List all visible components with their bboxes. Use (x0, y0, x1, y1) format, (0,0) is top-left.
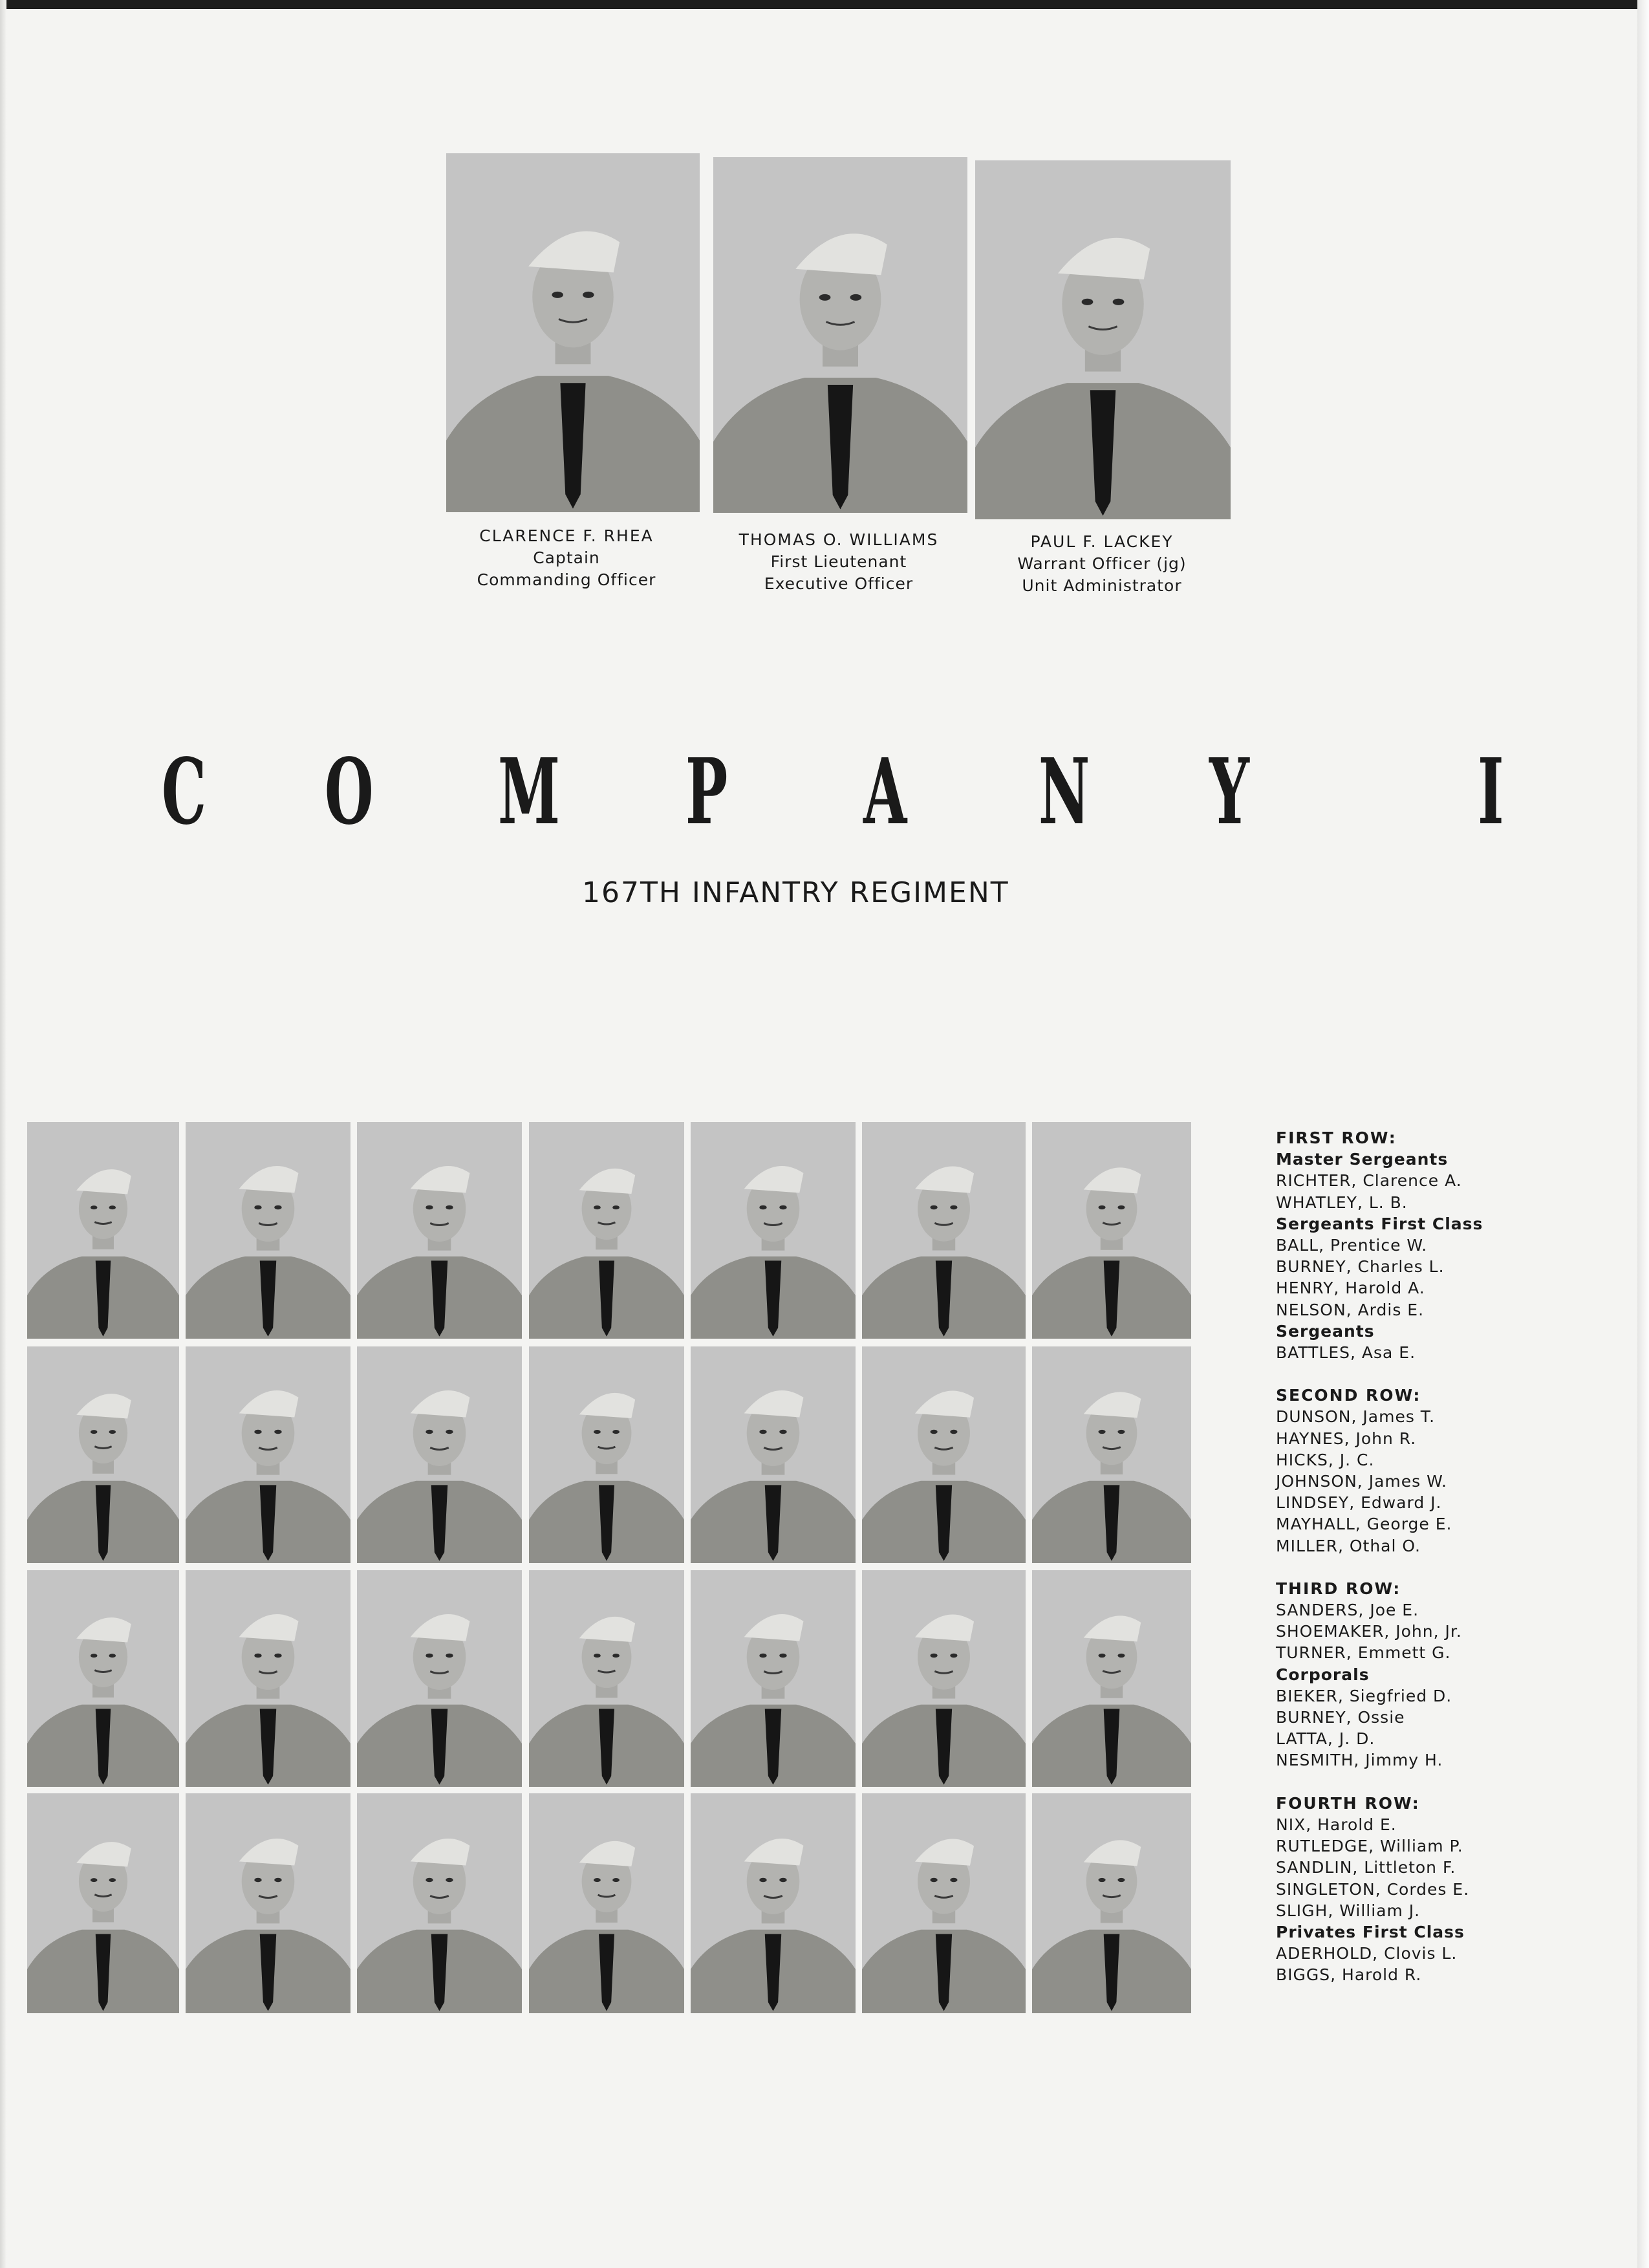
soldier-portrait-second-row-2 (186, 1346, 350, 1563)
roster-name: SINGLETON, Cordes E. (1276, 1879, 1470, 1899)
title-letter: P (685, 739, 728, 845)
soldier-portrait-third-row-7 (1032, 1570, 1191, 1787)
roster-name: SHOEMAKER, John, Jr. (1276, 1622, 1462, 1641)
soldier-portrait-first-row-3 (357, 1122, 522, 1339)
title-letter: O (325, 739, 374, 845)
scan-edge-top (0, 0, 1649, 9)
roster-name: NESMITH, Jimmy H. (1276, 1751, 1443, 1770)
company-title (149, 739, 1533, 845)
roster-name: JOHNSON, James W. (1276, 1472, 1447, 1491)
roster-name: WHATLEY, L. B. (1276, 1193, 1408, 1212)
roster-name: LINDSEY, Edward J. (1276, 1493, 1442, 1513)
roster-third-row (1276, 1578, 1560, 1771)
roster (1276, 1127, 1560, 2007)
officer-rank: Captain (533, 548, 600, 567)
roster-heading: FIRST ROW: (1276, 1129, 1397, 1147)
officer-caption-williams (703, 529, 975, 595)
officer-name: PAUL F. LACKEY (1030, 532, 1174, 551)
roster-name: BALL, Prentice W. (1276, 1236, 1428, 1255)
officer-portrait-rhea (446, 153, 700, 512)
roster-first-row (1276, 1127, 1560, 1363)
roster-heading: FOURTH ROW: (1276, 1793, 1420, 1813)
soldier-portrait-second-row-7 (1032, 1346, 1191, 1563)
roster-name: DUNSON, James T. (1276, 1407, 1436, 1427)
roster-rank: Corporals (1276, 1665, 1370, 1684)
roster-name: SLIGH, William J. (1276, 1901, 1421, 1920)
soldier-portrait-third-row-3 (357, 1570, 522, 1787)
roster-rank: Master Sergeants (1276, 1150, 1449, 1169)
officer-portrait-lackey (975, 160, 1231, 519)
title-letter: M (498, 739, 561, 845)
soldier-portrait-third-row-5 (691, 1570, 856, 1787)
roster-name: LATTA, J. D. (1276, 1729, 1375, 1749)
roster-name: NELSON, Ardis E. (1276, 1300, 1425, 1319)
title-letter: Y (1209, 739, 1249, 845)
regiment-subtitle: 167TH INFANTRY REGIMENT (582, 876, 1009, 909)
soldier-portrait-third-row-6 (862, 1570, 1026, 1787)
officer-position: Commanding Officer (477, 570, 656, 589)
roster-name: HENRY, Harold A. (1276, 1279, 1425, 1298)
soldier-portrait-third-row-2 (186, 1570, 350, 1787)
soldier-portrait-fourth-row-2 (186, 1793, 350, 2013)
officer-portrait-williams (713, 157, 967, 513)
soldier-portrait-second-row-4 (529, 1346, 684, 1563)
scan-edge-right (1637, 0, 1649, 2268)
scan-edge-left (0, 0, 6, 2268)
roster-rank: Sergeants First Class (1276, 1214, 1483, 1233)
soldier-portrait-second-row-5 (691, 1346, 856, 1563)
roster-fourth-row (1276, 1793, 1560, 1986)
roster-name: RICHTER, Clarence A. (1276, 1171, 1462, 1191)
roster-rank: Privates First Class (1276, 1922, 1465, 1941)
roster-name: ADERHOLD, Clovis L. (1276, 1944, 1458, 1963)
soldier-portrait-fourth-row-7 (1032, 1793, 1191, 2013)
officer-caption-lackey (966, 531, 1238, 597)
roster-name: MILLER, Othal O. (1276, 1536, 1421, 1555)
roster-name: SANDERS, Joe E. (1276, 1601, 1419, 1620)
roster-name: NIX, Harold E. (1276, 1815, 1397, 1834)
soldier-portrait-third-row-4 (529, 1570, 684, 1787)
officer-caption-rhea (431, 525, 702, 591)
soldier-portrait-first-row-4 (529, 1122, 684, 1339)
roster-name: RUTLEDGE, William P. (1276, 1837, 1463, 1856)
officer-position: Executive Officer (764, 574, 914, 593)
soldier-portrait-second-row-3 (357, 1346, 522, 1563)
roster-name: BATTLES, Asa E. (1276, 1343, 1416, 1363)
roster-name: HAYNES, John R. (1276, 1429, 1417, 1448)
roster-rank: Sergeants (1276, 1321, 1375, 1341)
roster-heading: SECOND ROW: (1276, 1386, 1421, 1405)
officer-name: THOMAS O. WILLIAMS (738, 530, 939, 549)
officer-position: Unit Administrator (1022, 576, 1182, 595)
soldier-portrait-first-row-5 (691, 1122, 856, 1339)
soldier-portrait-fourth-row-6 (862, 1793, 1026, 2013)
title-letter: A (863, 739, 907, 845)
roster-name: BURNEY, Ossie (1276, 1708, 1405, 1727)
soldier-portrait-fourth-row-4 (529, 1793, 684, 2013)
title-letter: N (1039, 739, 1090, 845)
soldier-portrait-fourth-row-1 (27, 1793, 179, 2013)
officer-rank: Warrant Officer (jg) (1017, 554, 1187, 573)
roster-name: BIGGS, Harold R. (1276, 1965, 1422, 1985)
officer-name: CLARENCE F. RHEA (479, 526, 654, 545)
soldier-portrait-second-row-6 (862, 1346, 1026, 1563)
roster-name: HICKS, J. C. (1276, 1450, 1375, 1469)
roster-name: MAYHALL, George E. (1276, 1515, 1452, 1534)
soldier-portrait-third-row-1 (27, 1570, 179, 1787)
title-letter: C (162, 739, 207, 845)
soldier-portrait-first-row-6 (862, 1122, 1026, 1339)
roster-name: BIEKER, Siegfried D. (1276, 1686, 1452, 1705)
title-letter: I (1478, 739, 1504, 845)
roster-second-row (1276, 1385, 1560, 1557)
soldier-portrait-first-row-1 (27, 1122, 179, 1339)
roster-name: TURNER, Emmett G. (1276, 1643, 1451, 1663)
soldier-portrait-first-row-2 (186, 1122, 350, 1339)
roster-heading: THIRD ROW: (1276, 1579, 1401, 1598)
officer-rank: First Lieutenant (770, 552, 907, 571)
roster-name: SANDLIN, Littleton F. (1276, 1858, 1456, 1877)
soldier-portrait-second-row-1 (27, 1346, 179, 1563)
soldier-portrait-fourth-row-3 (357, 1793, 522, 2013)
soldier-portrait-first-row-7 (1032, 1122, 1191, 1339)
roster-name: BURNEY, Charles L. (1276, 1257, 1445, 1277)
soldier-portrait-fourth-row-5 (691, 1793, 856, 2013)
